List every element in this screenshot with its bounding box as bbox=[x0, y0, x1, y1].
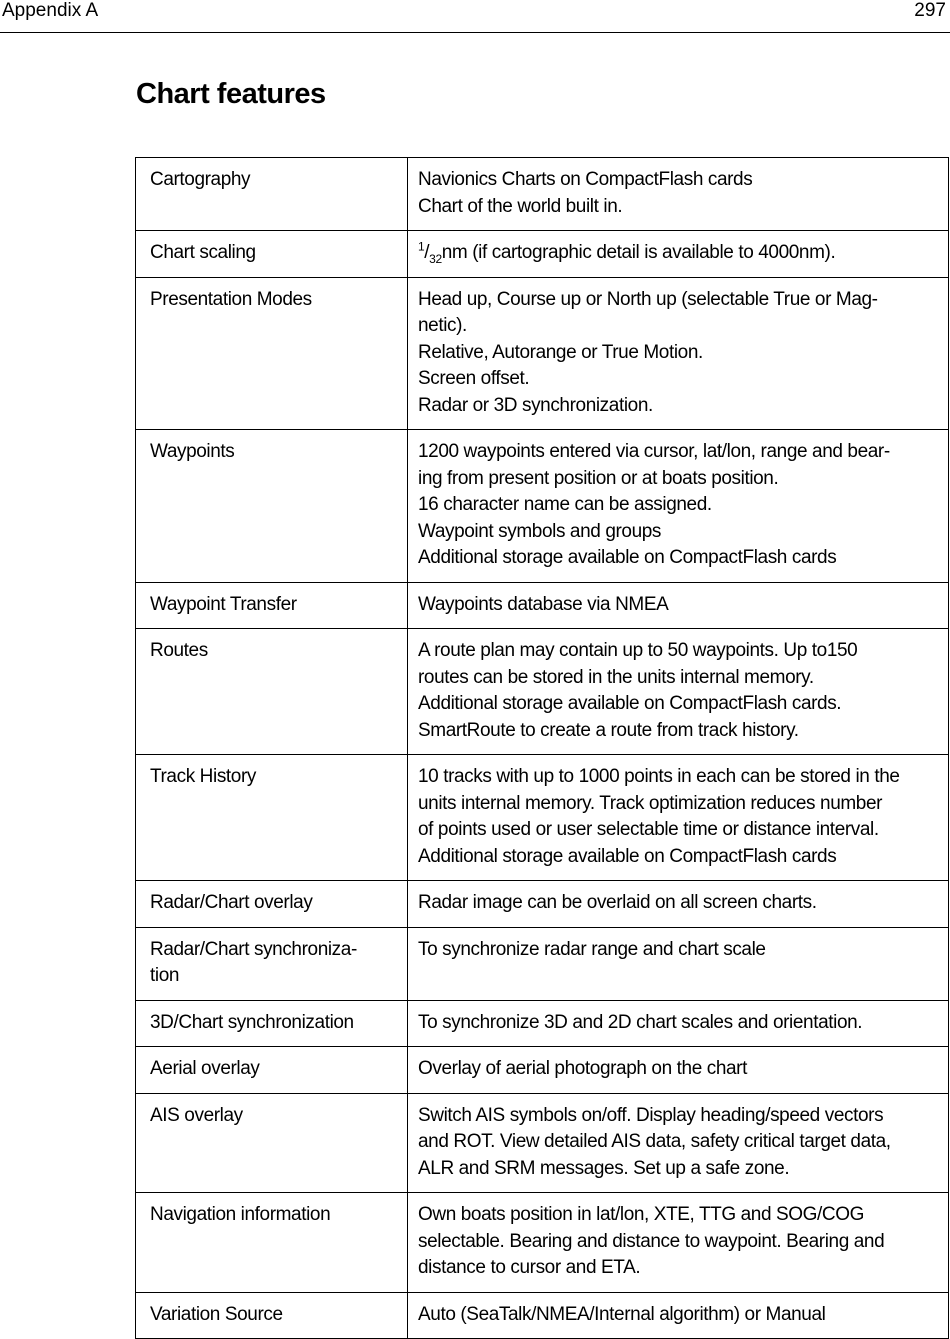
table-row bbox=[136, 881, 949, 928]
table-row bbox=[136, 158, 949, 231]
feature-label bbox=[136, 582, 408, 629]
feature-label-line: 3D/Chart synchronization bbox=[150, 1011, 354, 1033]
feature-label bbox=[136, 158, 408, 231]
feature-value-line: distance to cursor and ETA. bbox=[418, 1257, 641, 1278]
feature-value-line: netic). bbox=[418, 315, 467, 336]
feature-label bbox=[136, 881, 408, 928]
table-row bbox=[136, 1093, 949, 1193]
feature-value-line: To synchronize 3D and 2D chart scales and orientation. bbox=[418, 1011, 863, 1033]
feature-label bbox=[136, 1193, 408, 1293]
feature-label bbox=[136, 231, 408, 278]
feature-value-line: A route plan may contain up to 50 waypoints. Up to150 bbox=[418, 640, 858, 661]
feature-label-line: Radar/Chart overlay bbox=[150, 892, 313, 913]
feature-value bbox=[408, 158, 949, 231]
feature-label bbox=[136, 1292, 408, 1339]
feature-label-line: Waypoints bbox=[150, 441, 235, 462]
feature-value-line: 16 character name can be assigned. bbox=[418, 494, 712, 515]
page-title: Chart features bbox=[136, 78, 326, 110]
feature-value bbox=[408, 629, 949, 755]
page-header bbox=[0, 0, 950, 33]
fraction-denominator: 32 bbox=[429, 251, 442, 266]
feature-label bbox=[136, 1047, 408, 1094]
feature-label bbox=[136, 629, 408, 755]
feature-value-line: of points used or user selectable time or distance interval. bbox=[418, 819, 879, 840]
feature-value bbox=[408, 231, 949, 278]
table-row bbox=[136, 1000, 949, 1047]
feature-label-line: tion bbox=[150, 965, 180, 986]
feature-value bbox=[408, 582, 949, 629]
feature-label bbox=[136, 277, 408, 430]
feature-label-line: AIS overlay bbox=[150, 1104, 243, 1126]
feature-label-line: Presentation Modes bbox=[150, 288, 312, 310]
feature-value-line: Additional storage available on CompactFlash cards bbox=[418, 547, 837, 568]
table-row bbox=[136, 927, 949, 1000]
feature-label bbox=[136, 927, 408, 1000]
feature-value-line: and ROT. View detailed AIS data, safety critical target data, bbox=[418, 1131, 891, 1152]
feature-value-line: Auto (SeaTalk/NMEA/Internal algorithm) or Manual bbox=[418, 1303, 826, 1325]
feature-label-line: Aerial overlay bbox=[150, 1058, 260, 1079]
feature-value-line: Chart of the world built in. bbox=[418, 195, 623, 217]
feature-value-line: 10 tracks with up to 1000 points in each can be stored in the bbox=[418, 766, 900, 787]
feature-value-line: Radar or 3D synchronization. bbox=[418, 394, 653, 416]
feature-label bbox=[136, 1093, 408, 1193]
fraction-numerator: 1 bbox=[418, 239, 425, 254]
feature-value-line: Additional storage available on CompactFlash cards. bbox=[418, 693, 842, 714]
table-row bbox=[136, 629, 949, 755]
feature-value-line: Additional storage available on CompactFlash cards bbox=[418, 845, 837, 867]
feature-value bbox=[408, 277, 949, 430]
section-label: Appendix A bbox=[2, 0, 99, 21]
feature-label-line: Chart scaling bbox=[150, 242, 256, 263]
feature-value-line: $^1/_{32}nm$ (if cartographic detail is available to 4000nm). bbox=[418, 239, 836, 266]
table-row bbox=[136, 277, 949, 430]
feature-value-line: units internal memory. Track optimization reduces number bbox=[418, 792, 883, 814]
feature-value-line: SmartRoute to create a route from track history. bbox=[418, 719, 799, 741]
feature-label-line: Radar/Chart synchroniza- bbox=[150, 938, 357, 960]
feature-value bbox=[408, 1193, 949, 1293]
feature-value-line: 1200 waypoints entered via cursor, lat/lon, range and bear- bbox=[418, 441, 890, 462]
feature-value-line: Switch AIS symbols on/off. Display heading/speed vectors bbox=[418, 1104, 884, 1126]
feature-value bbox=[408, 1047, 949, 1094]
feature-value-line: Radar image can be overlaid on all screen charts. bbox=[418, 892, 817, 913]
feature-value-line: routes can be stored in the units internal memory. bbox=[418, 666, 814, 688]
feature-value bbox=[408, 881, 949, 928]
feature-value-line: selectable. Bearing and distance to waypoint. Bearing and bbox=[418, 1230, 885, 1252]
feature-value-line: Navionics Charts on CompactFlash cards bbox=[418, 169, 753, 190]
feature-value-line: Overlay of aerial photograph on the chart bbox=[418, 1058, 747, 1079]
table-row bbox=[136, 231, 949, 278]
feature-label-line: Navigation information bbox=[150, 1204, 331, 1225]
table-row bbox=[136, 430, 949, 583]
feature-value bbox=[408, 1292, 949, 1339]
feature-value-line: Own boats position in lat/lon, XTE, TTG and SOG/COG bbox=[418, 1204, 865, 1225]
feature-label bbox=[136, 430, 408, 583]
feature-value bbox=[408, 927, 949, 1000]
scaling-text: nm (if cartographic detail is available to 4000nm). bbox=[441, 242, 836, 263]
table-row bbox=[136, 1193, 949, 1293]
feature-value-line: ing from present position or at boats position. bbox=[418, 467, 779, 489]
feature-label bbox=[136, 1000, 408, 1047]
table-row bbox=[136, 582, 949, 629]
feature-value-line: ALR and SRM messages. Set up a safe zone. bbox=[418, 1157, 790, 1179]
feature-value bbox=[408, 755, 949, 881]
feature-value bbox=[408, 430, 949, 583]
feature-value bbox=[408, 1093, 949, 1193]
feature-value-line: Relative, Autorange or True Motion. bbox=[418, 341, 703, 363]
feature-label-line: Waypoint Transfer bbox=[150, 593, 297, 615]
table-row bbox=[136, 755, 949, 881]
feature-value-line: Waypoint symbols and groups bbox=[418, 520, 662, 542]
feature-label-line: Routes bbox=[150, 640, 208, 661]
feature-value-line: To synchronize radar range and chart scale bbox=[418, 938, 766, 960]
feature-value bbox=[408, 1000, 949, 1047]
feature-label bbox=[136, 755, 408, 881]
page-number: 297 bbox=[914, 0, 946, 21]
feature-label-line: Cartography bbox=[150, 169, 251, 190]
table-row bbox=[136, 1292, 949, 1339]
feature-label-line: Variation Source bbox=[150, 1303, 283, 1325]
feature-value-line: Screen offset. bbox=[418, 368, 530, 389]
feature-value-line: Waypoints database via NMEA bbox=[418, 593, 669, 615]
chart-features-table bbox=[135, 157, 949, 1339]
table-row bbox=[136, 1047, 949, 1094]
feature-value-line: Head up, Course up or North up (selectable True or Mag- bbox=[418, 288, 878, 310]
feature-label-line: Track History bbox=[150, 766, 256, 787]
